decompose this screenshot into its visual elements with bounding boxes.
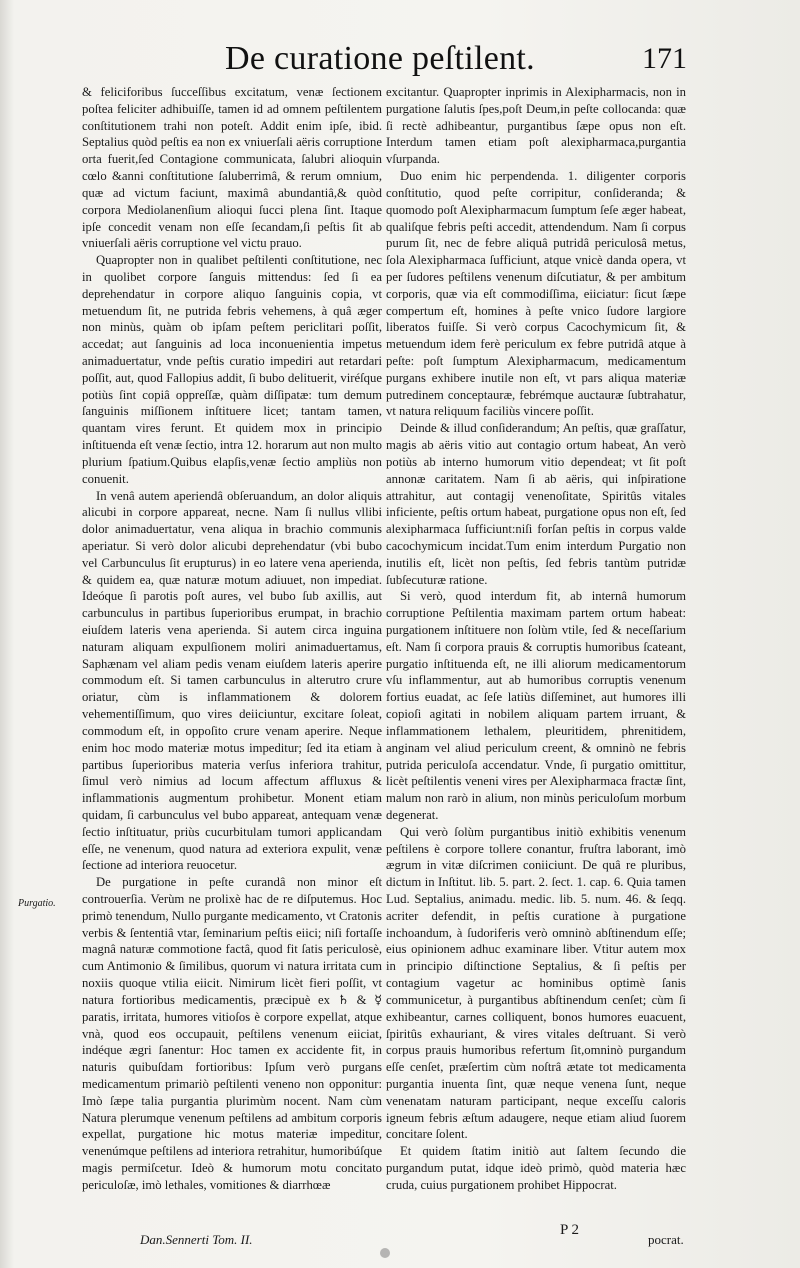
running-title: De curatione peſtilent. — [225, 40, 535, 77]
paragraph: Qui verò ſolùm purgantibus initiò exhibitis venenum peſtilens è corpore tollere conantur, fruſtra laborant, imò ægrum in vitæ diſcrimen coniiciunt. De quâ re pluribus, dictum in Inſtitut. lib. 5. part. 2. ſect. 1. cap. 6. Quia tamen Lud. Septalius, animadu. medic. lib. 5. num. 46. & ſeqq. acriter defendit, in peſtis curatione à purgatione inchoandum, à ſudoriferis verò omninò abſtinendum eſſe; eius opinionem adhuc examinare liber. Vtitur autem mox in principio diſtinctione Septalius, & ſi peſtis per contagium vagetur ac hominibus optimè ſanis communicetur, à purgantibus abſtinendum cenſet; cùm ſi exhibeantur, carnes colliquent, bonos humores euacuent, ſpiritûs exhauriant, & vires vitales deſtruant. Si verò corpus prauis humoribus refertum ſit,omninò purgandum eſſe cenſet, præſertim cùm noſtrâ ætate tot medicamenta purgantia inuenta ſint, quæ neque venena ſunt, neque venenatam naturam participant, neque exceſſu caloris igneum febris æſtum adaugere, neque etiam aliud ſuorem concitare ſolent. — [386, 824, 686, 1142]
left-column — [82, 84, 382, 1194]
catchword: pocrat. — [648, 1232, 684, 1247]
signature-mark: P 2 — [560, 1222, 580, 1238]
paragraph: Et quidem ſtatim initiò aut ſaltem ſecundo die purgandum putat, idque ideò primò, quòd materia hæc cruda, cuius purgationem prohibet Hippocrat. — [386, 1144, 686, 1192]
right-column — [386, 84, 686, 1194]
paragraph: excitantur. Quapropter inprimis in Alexipharmacis, non in purgatione ſalutis ſpes,poſt Deum,in peſte collocanda: quæ ſi rectè adhibeantur, purgantibus ſæpe opus non eſt. Interdum tamen etiam poſt alexipharmaca,purgantia vſurpanda. — [386, 85, 686, 167]
margin-note: Purgatio. — [18, 898, 56, 909]
paragraph: Duo enim hic perpendenda. 1. diligenter corporis conſtitutio, quod peſte corripitur, conſideranda; & quomodo poſt Alexipharmacum ſumptum ſeſe æger habeat, qualiſque febris peſti accedit, attendendum. Nam ſi corpus purum ſit, nec de febre aliquâ putridâ periculosâ metus, ſola Alexipharmaca ſufficiunt, atque vnicè danda opera, vt per ſudores peſtilens venenum diſcutiatur, & per ambitum corporis, quæ via eſt commodiſſima, eiiciatur: ſicut ſæpe compertum eſt, homines à peſte vnico ſudore largiore liberatos fuiſſe. Si verò corpus Cacochymicum ſit, & metuendum idem ferè periculum ex febre putridâ atque à peſte: poſt ſumptum Alexipharmacum, medicamentum purgans exhibere inutile non eſt, vt pars aliqua materiæ putredinem conceptauræ, febrémque auctauræ ſubtrahatur, vt natura reliquum faciliùs vincere poſſit. — [386, 169, 686, 419]
page-header — [0, 36, 800, 86]
page-number: 171 — [642, 42, 687, 75]
paragraph: Quapropter non in qualibet peſtilenti conſtitutione, nec in quolibet corpore ſanguis mittendus: ſed ſi ea deprehendatur in corpore aliquo ſanguinis copia, vt metuendum ſit, ne putrida febris vehemens, à quâ æger non minùs, quàm ob ipſam peſtem periclitari poſſit, accedat; aut ſanguinis ad loca inconuenientia impetus animaduertatur, vnde peſtis curatio impediri aut retardari poſſit, aut, quod Fallopius addit, ſi bubo delituerit, viréſque potiùs ſint copiâ oppreſſæ, quàm diſſipatæ: tum demum ſanguinis miſſionem inſtituere licet; tantam tamen, quantam vires ferunt. Et quidem mox in principio inſtituenda eſt venæ ſectio, intra 12. horarum aut non multo plurium ſpatium.Quibus elapſis,venæ ſectio ampliùs non conuenit. — [82, 253, 382, 486]
paragraph: De purgatione in peſte curandâ non minor eſt controuerſia. Verùm ne prolixè hac de re diſputemus. Hoc primò tenendum, Nullo purgante medicamento, vt Cratonis verbis & ſententiâ vtar, ſeminarium peſtis eiici; niſi fortaſſe magnâ naturæ commotione factâ, quod fit ſatis periculosè, cum Antimonio & ſimilibus, quorum vi natura irritata cum noxiis quoque vtilia eiicit. Nimirum licèt fieri poſſit, vt natura fortioribus medicamentis, præcipuè ex ♄ & ☿ paratis, irritata, humores vitioſos è corpore expellat, atque vnà, quod eos occupauit, peſtilens venenum eiiciat, indéque ægri ſanentur: Hoc tamen ex accidente fit, in naturis quibuſdam fortioribus: Ipſum verò purgans medicamentum primariò peſtilenti veneno non opponitur: Imò ſæpe talia purgantia plurimùm nocent. Nam cùm Natura plerumque venenum peſtilens ad ambitum corporis expellat, purgatione hic motus materiæ impeditur, venenúmque peſtilens ad interiora retrahitur, humoribúſque magis permiſcetur. Ideò & humorum motu concitato periculoſæ, imò lethales, vomitiones & diarrhœæ — [82, 875, 382, 1192]
ink-blot — [380, 1248, 390, 1258]
paragraph: In venâ autem aperiendâ obſeruandum, an dolor aliquis alicubi in corpore appareat, necne. Nam ſi nullus vllibi dolor animaduertatur, vena aliqua in brachio communis aperiatur. Si verò dolor alicubi deprehendatur (vbi bubo vel Carbunculus ſit erupturus) in eo latere vena aperienda, & quidem ea, quæ naturæ motum adiuuet, non impediat. Ideóque ſi parotis poſt aures, vel bubo ſub axillis, aut carbunculus in partibus ſuperioribus erumpat, in brachio eiuſdem lateris vena aperienda. Si autem circa inguina naturam aliquam expulſionem moliri animaduertamus, Saphænam vel aliam pedis venam eiuſdem lateris aperire commodum eſt. Si tamen carbunculus in alterutro crure oriatur, cùm is inflammationem & dolorem vehementiſſimum, quo vires deiiciuntur, excitare ſoleat, commodum eſt, in oppoſito crure venam aperire. Neque enim hoc modo materiæ motus impeditur; ſed ita etiam à partibus ſuperioribus materia verſus inferiora trahitur, ſimul verò nimius ad locum affectum affluxus & inflammationis augmentum prohibetur. Monent etiam quidam, ſi carbunculus vel bubo appareat, antequam venæ ſectio inſtituatur, priùs cucurbitulam tumori applicandam eſſe, ne venenum, quod natura ad exteriora expulit, venæ ſectione ad interiora reuocetur. — [82, 488, 382, 873]
paragraph: & feliciforibus ſucceſſibus excitatum, venæ ſectionem poſtea feliciter adhibuiſſe, tamen id ad omnem peſtilentem conſtitutionem trahi non poteſt. Addit enim ipſe, ibid. Septalius quòd peſtis ea non ex vniuerſali aëris corruptione orta fuerit,ſed Contagione communicata, ſalubri alioquin cœlo &anni conſtitutione ſaluberrimâ, & rerum omnium, quæ ad victum faciunt, maximâ abundantiâ,& quòd corpora Mediolanenſium alioqui ſucci plena ſint. Itaque ipſe concedit venam non eſſe ſecandam,ſi peſtis ſit ab vniuerſali aëris corruptione vel victu prauo. — [82, 85, 382, 251]
paragraph: Si verò, quod interdum fit, ab internâ humorum corruptione Peſtilentia maximam partem ortum habeat: purgationem inſtituere non ſolùm vtile, ſed & neceſſarium eſt. Nam ſi corpora prauis & corruptis humoribus ſcateant, purgatio inſtituenda eſt, ne illi aliorum medicamentorum vſu inflammentur, aut ab humoribus corruptis venenum fortius euadat, ac ſeſe latiùs diſſeminet, aut humores illi copioſi agitati in nobilem aliquam partem irruant, & inflammationem lethalem, pleuritidem, phrenitidem, anginam vel aliud periculum creent, & omninò ne febris putrida periculoſa accendatur. Vnde, ſi purgatio omittitur, licèt peſtilentis veneni vires per Alexipharmaca fractæ ſint, malum non rarò in alium, non minùs periculoſum morbum degenerat. — [386, 589, 686, 822]
footer-signature: Dan.Sennerti Tom. II. — [140, 1232, 253, 1247]
paragraph: Deinde & illud conſiderandum; An peſtis, quæ graſſatur, magis ab aëris vitio aut contagio ortum habeat, An verò potiùs ab interno humorum vitio dependeat; vt ſit poſt annonæ caritatem. Nam ſi ab aëris, qui inſpiratione attrahitur, aut contagij venenoſitate, Spiritûs vitales inficiente, peſtis ortum habeat, purgatione opus non eſt, ſed alexipharmaca ſufficiunt:niſi forſan peſtis in corpus valde cacochymicum incidat.Tum enim interdum Purgatio non inutilis eſt, licèt non peſtis, ſed febris tantùm putridæ ſubſecuturæ ratione. — [386, 421, 686, 587]
